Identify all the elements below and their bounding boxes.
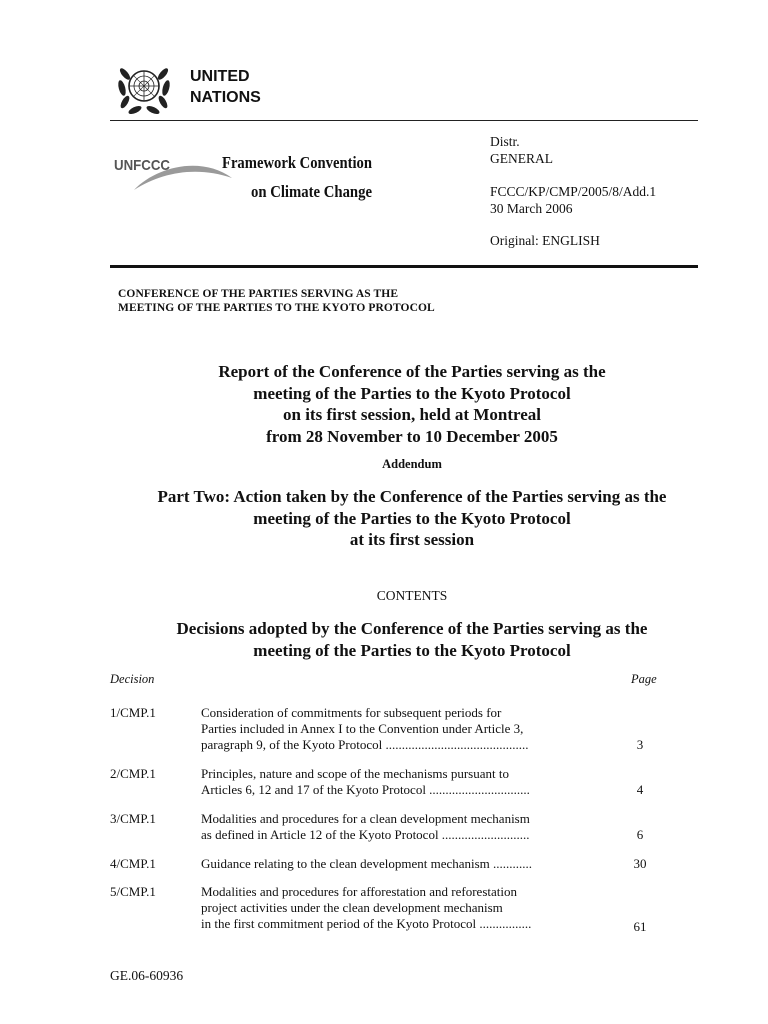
page-number: 61: [633, 919, 647, 934]
un-name-line2: NATIONS: [190, 89, 261, 106]
decision-number: 3/CMP.1: [110, 811, 156, 826]
original-language: Original: ENGLISH: [490, 233, 600, 248]
decisions-title-line2: meeting of the Parties to the Kyoto Protocol: [253, 640, 571, 660]
document-date: 30 March 2006: [490, 200, 573, 216]
distr-value: GENERAL: [490, 150, 553, 166]
decision-title-line: as defined in Article 12 of the Kyoto Protocol ...........................: [201, 827, 530, 842]
decision-title-line: project activities under the clean development mechanism: [201, 900, 503, 915]
body-name-line1: CONFERENCE OF THE PARTIES SERVING AS THE: [118, 288, 399, 300]
decision-number: 5/CMP.1: [110, 884, 156, 899]
document-symbol-block: [490, 184, 656, 217]
un-emblem-icon: [114, 58, 174, 118]
header-rule: [110, 120, 698, 121]
unfccc-name-line2: on Climate Change: [251, 182, 373, 201]
decision-number: 2/CMP.1: [110, 766, 156, 781]
job-number: GE.06-60936: [110, 968, 184, 983]
decision-title: [201, 766, 581, 798]
decision-number: 1/CMP.1: [110, 705, 156, 720]
un-name: [190, 66, 261, 108]
decisions-title: [110, 618, 714, 661]
distribution: [490, 134, 553, 167]
part-title-line2: meeting of the Parties to the Kyoto Protocol: [253, 508, 571, 528]
report-title-line3: on its first session, held at Montreal: [283, 405, 541, 424]
decision-title: [201, 811, 581, 843]
part-title-line1: Part Two: Action taken by the Conference of the Parties serving as the: [157, 487, 667, 506]
report-title-line4: from 28 November to 10 December 2005: [266, 426, 558, 446]
decision-title-line: Parties included in Annex I to the Convention under Article 3,: [201, 721, 524, 736]
report-title-line2: meeting of the Parties to the Kyoto Protocol: [253, 383, 571, 403]
page-column-header: Page: [631, 672, 657, 686]
decision-title-line: Guidance relating to the clean development mechanism ............: [201, 856, 533, 871]
body-name: [118, 288, 435, 315]
un-name-line1: UNITED: [190, 68, 250, 85]
decision-title-line: in the first commitment period of the Kyoto Protocol ................: [201, 916, 532, 931]
part-title: [110, 486, 714, 551]
decision-title-line: Modalities and procedures for a clean development mechanism: [201, 811, 530, 826]
decisions-title-line1: Decisions adopted by the Conference of the Parties serving as the: [176, 619, 648, 638]
page-number: 3: [636, 737, 644, 752]
decision-title-line: Principles, nature and scope of the mechanisms pursuant to: [201, 766, 509, 781]
decision-number: 4/CMP.1: [110, 856, 156, 871]
contents-label: CONTENTS: [376, 588, 448, 603]
report-title: [110, 361, 714, 447]
decision-title: [201, 856, 581, 872]
page-number: 4: [636, 782, 644, 797]
unfccc-name-line1: Framework Convention: [222, 153, 373, 172]
document-symbol: FCCC/KP/CMP/2005/8/Add.1: [490, 184, 657, 199]
distr-label: Distr.: [490, 134, 520, 149]
unfccc-acronym: UNFCCC: [114, 157, 171, 174]
decision-title: [201, 705, 581, 753]
addendum-label: Addendum: [382, 457, 442, 471]
page-number: 6: [636, 827, 644, 842]
body-name-line2: MEETING OF THE PARTIES TO THE KYOTO PROTOCOL: [118, 301, 435, 314]
part-title-line3: at its first session: [349, 530, 475, 549]
decision-title: [201, 884, 581, 932]
decision-column-header: Decision: [110, 672, 155, 686]
decision-title-line: Modalities and procedures for afforestation and reforestation: [201, 884, 517, 899]
header-thick-rule: [110, 265, 698, 268]
report-title-line1: Report of the Conference of the Parties serving as the: [218, 362, 606, 381]
decision-title-line: paragraph 9, of the Kyoto Protocol ............................................: [201, 737, 529, 752]
unfccc-logo: [112, 138, 382, 210]
decision-title-line: Articles 6, 12 and 17 of the Kyoto Protocol ...............................: [201, 782, 530, 797]
decision-title-line: Consideration of commitments for subsequent periods for: [201, 705, 502, 720]
page-number: 30: [633, 856, 647, 871]
